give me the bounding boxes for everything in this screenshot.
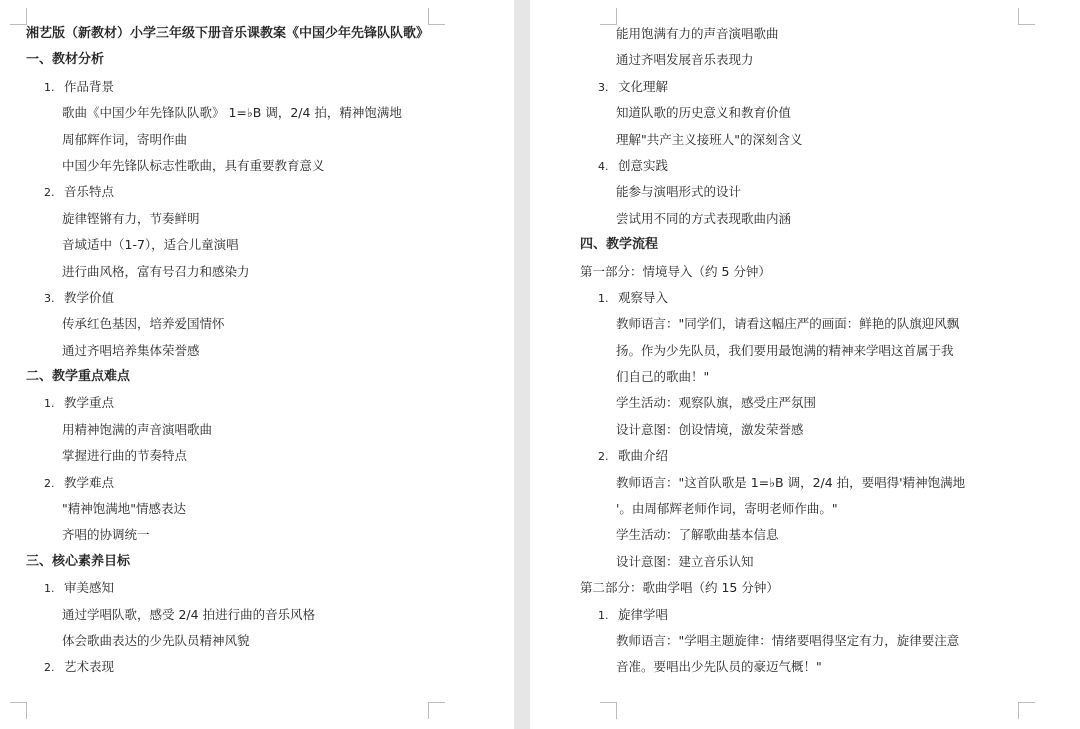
- page-content-left: [26, 21, 504, 681]
- list-number: 1.: [44, 582, 55, 596]
- body-text: 掌握进行曲的节奏特点: [62, 448, 188, 464]
- list-number: 2.: [44, 186, 55, 200]
- list-number: 2.: [598, 450, 609, 464]
- section-heading: 一、教材分析: [26, 52, 105, 68]
- body-text: 通过齐唱发展音乐表现力: [616, 52, 754, 68]
- list-item: [26, 179, 504, 205]
- body-text: 通过学唱队歌，感受 2/4 拍进行曲的音乐风格: [62, 606, 316, 622]
- list-item: [580, 74, 1070, 100]
- body-text: 体会歌曲表达的少先队员精神风貌: [62, 632, 250, 648]
- body-text: 学生活动：观察队旗，感受庄严氛围: [616, 395, 817, 411]
- body-text: 扬。作为少先队员，我们要用最饱满的精神来学唱这首属于我: [616, 342, 954, 358]
- body-text: 设计意图：创设情境，激发荣誉感: [616, 421, 804, 437]
- body-text: 用精神饱满的声音演唱歌曲: [62, 421, 213, 437]
- list-item: [580, 285, 1070, 311]
- list-item-label: 艺术表现: [64, 659, 115, 675]
- page-content-right: [580, 21, 1070, 681]
- list-number: 1.: [44, 397, 55, 411]
- body-text: 音域适中（1-7），适合儿童演唱: [62, 237, 239, 253]
- list-item-label: 旋律学唱: [618, 606, 669, 622]
- list-item-label: 观察导入: [618, 289, 669, 305]
- body-text: 齐唱的协调统一: [62, 527, 150, 543]
- body-text: '。由周郁辉老师作词，寄明老师作曲。": [616, 501, 838, 517]
- list-item: [580, 153, 1070, 179]
- list-item: [26, 74, 504, 100]
- list-item-label: 音乐特点: [64, 184, 115, 200]
- body-text: 周郁辉作词，寄明作曲: [62, 131, 188, 147]
- list-item-label: 教学难点: [64, 474, 115, 490]
- body-text: 进行曲风格，富有号召力和感染力: [62, 263, 250, 279]
- margin-corner-mark: [10, 702, 27, 719]
- document-title: 湘艺版（新教材）小学三年级下册音乐课教案《中国少年先锋队队歌》: [26, 26, 430, 41]
- list-number: 1.: [44, 80, 55, 94]
- list-item-label: 作品背景: [64, 78, 115, 94]
- section-heading: 四、教学流程: [580, 237, 659, 253]
- list-item-label: 教学重点: [64, 395, 115, 411]
- list-number: 1.: [598, 291, 609, 305]
- list-item: [26, 470, 504, 496]
- margin-corner-mark: [600, 8, 617, 25]
- body-text: 设计意图：建立音乐认知: [616, 553, 754, 569]
- list-item: [26, 654, 504, 680]
- list-item-label: 歌曲介绍: [618, 448, 669, 464]
- list-item: [580, 602, 1070, 628]
- body-text: 教师语言："同学们，请看这幅庄严的画面：鲜艳的队旗迎风飘: [616, 316, 960, 332]
- margin-corner-mark: [600, 702, 617, 719]
- part-heading: 第二部分：歌曲学唱（约 15 分钟）: [580, 580, 779, 596]
- list-item-label: 文化理解: [618, 78, 669, 94]
- list-item-label: 审美感知: [64, 580, 115, 596]
- list-number: 2.: [44, 661, 55, 675]
- body-text: 传承红色基因，培养爱国情怀: [62, 316, 225, 332]
- body-text: 教师语言："学唱主题旋律：情绪要唱得坚定有力，旋律要注意: [616, 632, 960, 648]
- list-item-label: 创意实践: [618, 157, 669, 173]
- list-item: [580, 443, 1070, 469]
- margin-corner-mark: [1018, 702, 1035, 719]
- list-number: 3.: [598, 80, 609, 94]
- body-text: 能用饱满有力的声音演唱歌曲: [616, 26, 779, 41]
- margin-corner-mark: [10, 8, 27, 25]
- body-text: 们自己的歌曲！": [616, 369, 710, 385]
- body-text: 能参与演唱形式的设计: [616, 184, 742, 200]
- part-heading: 第一部分：情境导入（约 5 分钟）: [580, 263, 771, 279]
- body-text: 歌曲《中国少年先锋队队歌》 1=♭B 调，2/4 拍，精神饱满地: [62, 105, 402, 121]
- list-number: 3.: [44, 291, 55, 305]
- list-item: [26, 285, 504, 311]
- section-heading: 三、核心素养目标: [26, 553, 131, 569]
- list-number: 1.: [598, 608, 609, 622]
- list-number: 4.: [598, 159, 609, 173]
- body-text: 教师语言："这首队歌是 1=♭B 调，2/4 拍，要唱得'精神饱满地: [616, 474, 966, 490]
- list-item: [26, 575, 504, 601]
- body-text: 中国少年先锋队标志性歌曲，具有重要教育意义: [62, 157, 325, 173]
- body-text: 通过齐唱培养集体荣誉感: [62, 342, 200, 358]
- body-text: 旋律铿锵有力，节奏鲜明: [62, 210, 200, 226]
- body-text: "精神饱满地"情感表达: [62, 501, 186, 517]
- body-text: 尝试用不同的方式表现歌曲内涵: [616, 210, 792, 226]
- document-page-left: [0, 0, 514, 729]
- list-item: [26, 390, 504, 416]
- list-item-label: 教学价值: [64, 289, 115, 305]
- document-page-right: [530, 0, 1080, 729]
- list-number: 2.: [44, 476, 55, 490]
- margin-corner-mark: [428, 702, 445, 719]
- section-heading: 二、教学重点难点: [26, 369, 131, 385]
- body-text: 音准。要唱出少先队员的豪迈气概！": [616, 659, 822, 675]
- body-text: 知道队歌的历史意义和教育价值: [616, 105, 792, 121]
- body-text: 理解"共产主义接班人"的深刻含义: [616, 131, 803, 147]
- body-text: 学生活动：了解歌曲基本信息: [616, 527, 779, 543]
